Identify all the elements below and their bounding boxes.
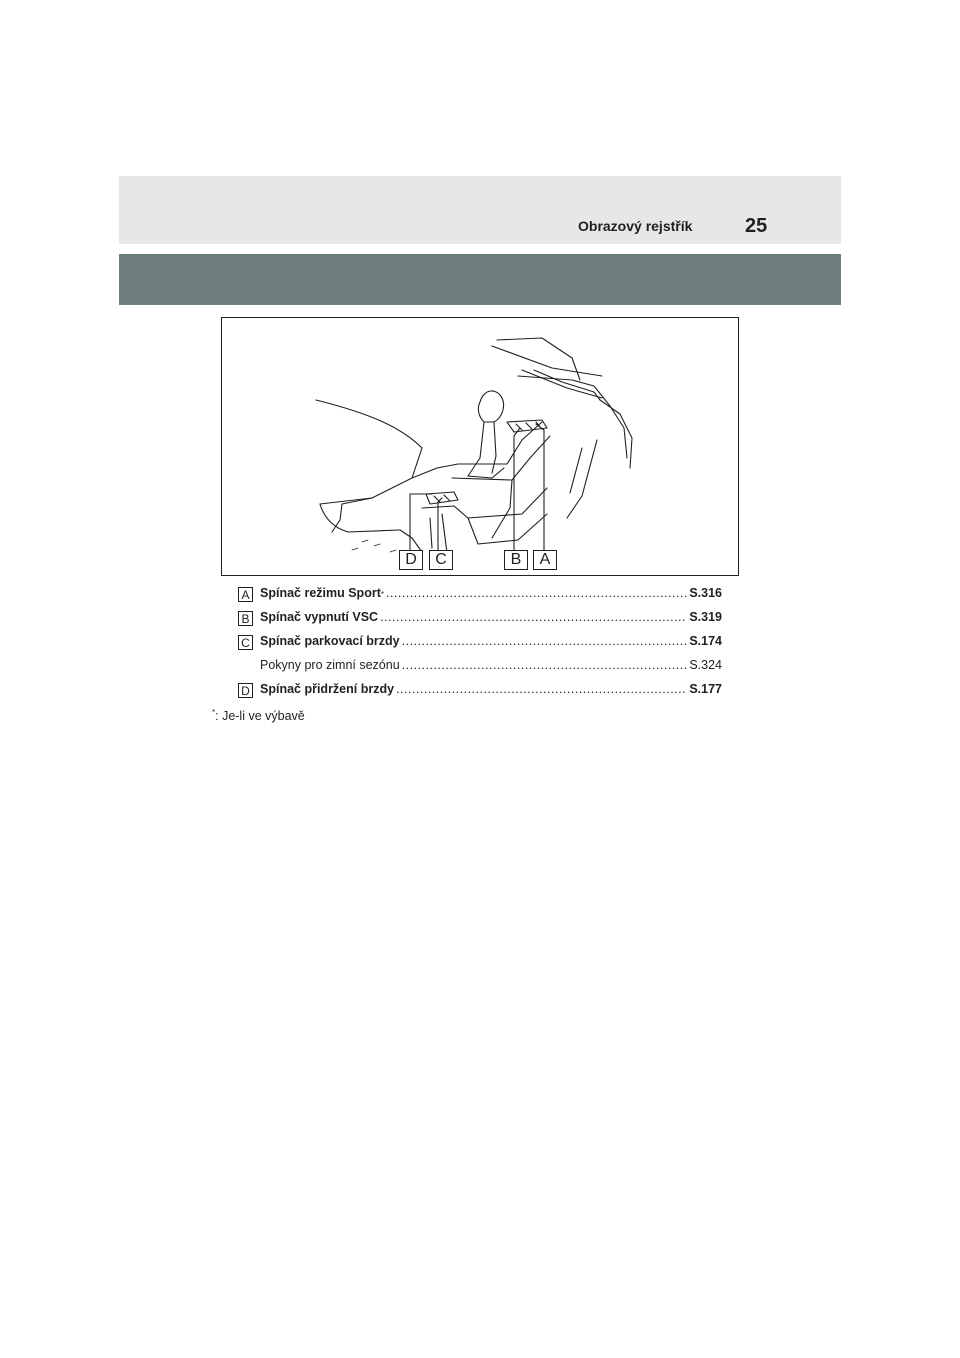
page-ref[interactable]: S.316 — [689, 586, 722, 600]
leader-dots — [402, 634, 688, 648]
page-number: 25 — [745, 215, 768, 237]
page-ref[interactable]: S.177 — [689, 682, 722, 696]
entry-letter: C — [238, 635, 253, 650]
asterisk-mark: * — [380, 590, 384, 599]
page-ref[interactable]: S.324 — [689, 658, 722, 672]
entry-label: Spínač režimu Sport — [260, 586, 381, 600]
footnote-mark: * — [212, 708, 216, 717]
leader-dots — [386, 586, 687, 600]
entry-label: Spínač parkovací brzdy — [260, 634, 400, 648]
entry-d[interactable] — [238, 681, 722, 705]
leader-dots — [380, 610, 687, 624]
index-entries — [238, 585, 722, 705]
center-console-drawing — [222, 318, 738, 575]
entry-letter: A — [238, 587, 253, 602]
section-band — [119, 254, 841, 305]
entry-c[interactable] — [238, 633, 722, 657]
page-ref[interactable]: S.319 — [689, 610, 722, 624]
leader-dots — [402, 658, 688, 672]
section-title: Obrazový rejstřík — [578, 218, 693, 234]
callout-a: A — [533, 550, 557, 570]
console-illustration — [221, 317, 739, 576]
page-ref[interactable]: S.174 — [689, 634, 722, 648]
entry-label: Pokyny pro zimní sezónu — [260, 658, 400, 672]
entry-label: Spínač vypnutí VSC — [260, 610, 379, 624]
footnote — [212, 708, 305, 723]
callout-d: D — [399, 550, 423, 570]
entry-label: Spínač přidržení brzdy — [260, 682, 395, 696]
leader-dots — [396, 682, 687, 696]
entry-b[interactable] — [238, 609, 722, 633]
callout-b: B — [504, 550, 528, 570]
callout-c: C — [429, 550, 453, 570]
header-band — [119, 176, 841, 244]
entry-c-sub[interactable] — [238, 657, 722, 681]
entry-letter: B — [238, 611, 253, 626]
entry-letter: D — [238, 683, 253, 698]
footnote-text: : Je-li ve výbavě — [215, 709, 305, 724]
entry-a[interactable] — [238, 585, 722, 609]
